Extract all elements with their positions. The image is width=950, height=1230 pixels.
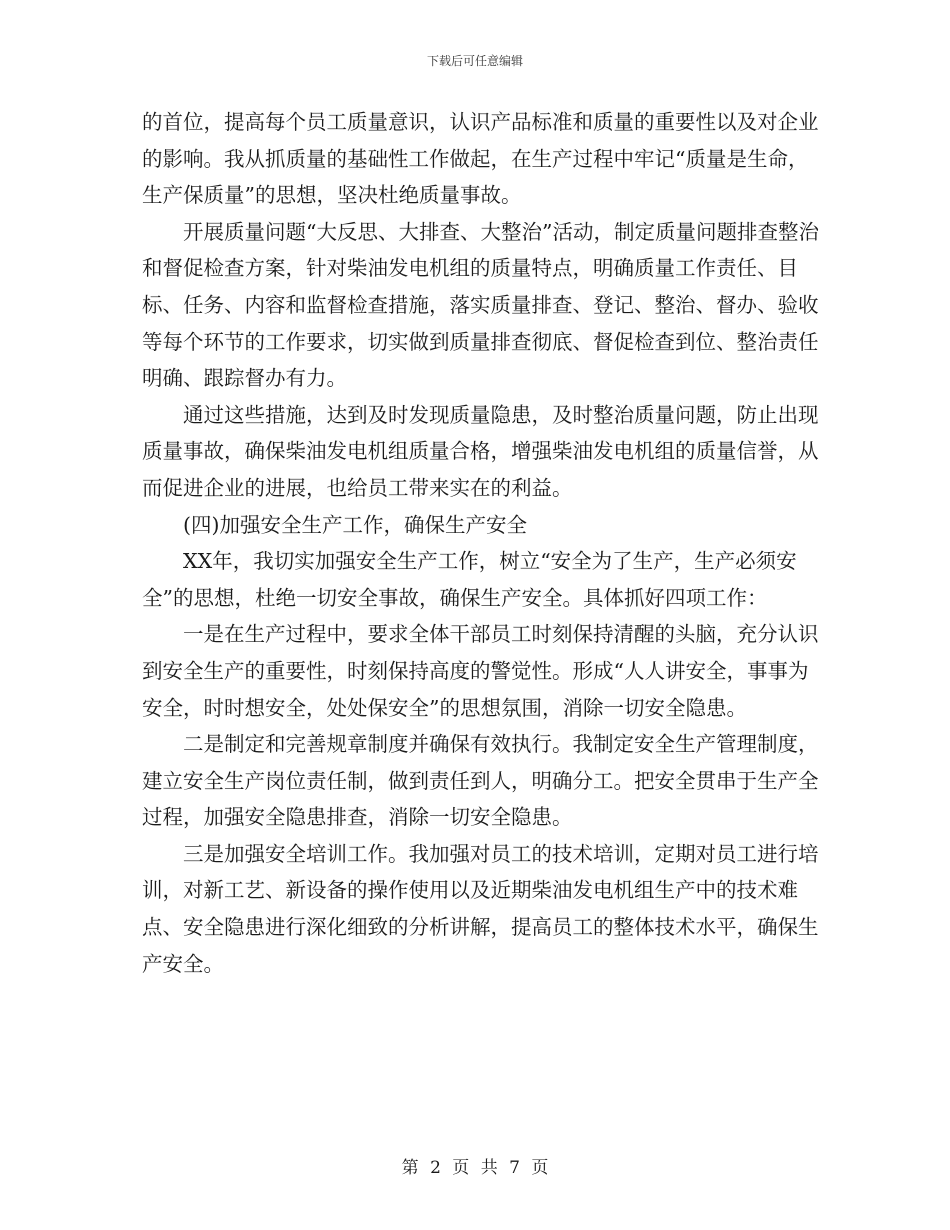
paragraph: 二是制定和完善规章制度并确保有效执行。我制定安全生产管理制度，建立安全生产岗位责任制，做到责任到人，明确分工。把安全贯串于生产全过程，加强安全隐患排查，消除一切安全隐患。	[142, 732, 819, 830]
paragraph: XX年，我切实加强安全生产工作，树立“安全为了生产，生产必须安全”的思想，杜绝一切安全事故，确保生产安全。具体抓好四项工作：	[142, 549, 797, 610]
paragraph: 通过这些措施，达到及时发现质量隐患，及时整治质量问题，防止出现质量事故，确保柴油发电机组质量合格，增强柴油发电机组的质量信誉，从而促进企业的进展，也给员工带来实在的利益。	[142, 402, 819, 500]
page-number: 第 2 页 共 7 页	[401, 1158, 549, 1178]
document-body	[142, 104, 822, 982]
page-header: 下载后可任意编辑	[426, 54, 523, 68]
section-heading: (四)加强安全生产工作，确保生产安全	[183, 512, 527, 537]
paragraph: 三是加强安全培训工作。我加强对员工的技术培训，定期对员工进行培训，对新工艺、新设备的操作使用以及近期柴油发电机组生产中的技术难点、安全隐患进行深化细致的分析讲解，提高员工的整体技术水平，确保生产安全。	[142, 841, 819, 976]
paragraph: 一是在生产过程中，要求全体干部员工时刻保持清醒的头脑，充分认识到安全生产的重要性，时刻保持高度的警觉性。形成“人人讲安全，事事为安全，时时想安全，处处保安全”的思想氛围，消除一切安全隐患。	[142, 622, 819, 720]
paragraph: 开展质量问题“大反思、大排查、大整治”活动，制定质量问题排查整治和督促检查方案，针对柴油发电机组的质量特点，明确质量工作责任、目标、任务、内容和监督检查措施，落实质量排查、登记、整治、督办、验收等每个环节的工作要求，切实做到质量排查彻底、督促检查到位、整治责任明确、跟踪督办有力。	[142, 219, 819, 391]
paragraph-continuation: 的首位，提高每个员工质量意识，认识产品标准和质量的重要性以及对企业的影响。我从抓质量的基础性工作做起，在生产过程中牢记“质量是生命，生产保质量”的思想，坚决杜绝质量事故。	[142, 110, 819, 208]
